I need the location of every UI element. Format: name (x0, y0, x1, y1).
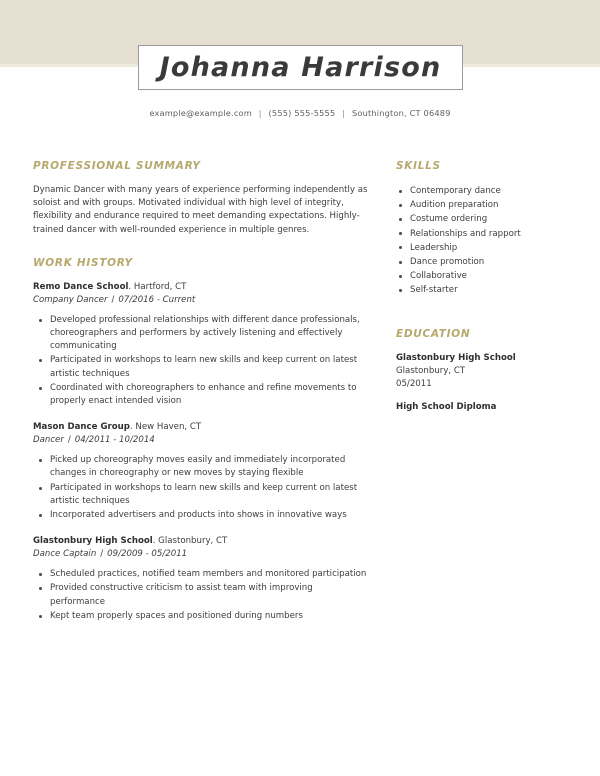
job-company-line (33, 535, 368, 547)
job-separator: / (67, 435, 71, 446)
job-company-period: . (152, 536, 159, 547)
professional-summary-text: Dynamic Dancer with many years of experience performing independently as soloist and with groups. Motivated individual with high level of integrity, flexibility and endurance required to meet demanding expectations. Highly-trained dancer with well-rounded experience in multiple genres. (33, 185, 368, 235)
skill-item: Audition preparation (396, 198, 571, 212)
section-heading-work-history: WORK HISTORY (33, 256, 133, 269)
skill-item: Collaborative (396, 269, 571, 283)
section-heading-education: EDUCATION (396, 327, 471, 340)
job-location: Hartford, CT (133, 281, 187, 292)
job-entry (33, 281, 368, 408)
job-entry (33, 535, 368, 623)
job-separator: / (111, 294, 115, 305)
job-title-line (33, 548, 368, 561)
job-company-period: . (129, 422, 136, 433)
skill-item: Relationships and rapport (396, 227, 571, 241)
job-company: Mason Dance Group (33, 422, 130, 433)
left-column (33, 160, 368, 636)
job-bullet-list (33, 454, 368, 522)
education-degree: High School Diploma (396, 401, 497, 412)
section-heading-skills: SKILLS (396, 160, 441, 172)
job-title-line (33, 434, 368, 447)
job-bullet: Picked up choreography moves easily and immediately incorporated changes in choreography or new moves by staying flexible (33, 454, 368, 480)
contact-separator-2: | (342, 108, 346, 118)
name-box (138, 45, 463, 90)
education-date: 05/2011 (396, 378, 432, 389)
contact-location: Southington, CT 06489 (351, 108, 451, 118)
job-dates: 07/2016 - Current (118, 294, 196, 305)
education-entry (396, 352, 571, 414)
job-location: New Haven, CT (135, 422, 202, 433)
skill-item: Costume ordering (396, 212, 571, 226)
job-location: Glastonbury, CT (158, 536, 228, 547)
contact-phone: (555) 555-5555 (268, 108, 336, 118)
job-entry (33, 421, 368, 522)
job-bullet-list (33, 314, 368, 408)
job-dates: 09/2009 - 05/2011 (107, 549, 188, 560)
job-title: Dancer (33, 435, 64, 446)
contact-separator-1: | (258, 108, 262, 118)
skills-list (396, 184, 571, 298)
job-bullet: Kept team properly spaces and positioned during numbers (33, 610, 368, 623)
skill-item: Contemporary dance (396, 184, 571, 198)
section-heading-professional-summary: PROFESSIONAL SUMMARY (33, 160, 201, 172)
job-company-period: . (128, 281, 134, 292)
skill-item: Dance promotion (396, 255, 571, 269)
education-school: Glastonbury High School (396, 352, 516, 363)
job-dates: 04/2011 - 10/2014 (74, 435, 155, 446)
right-column (396, 160, 571, 414)
skill-item: Leadership (396, 241, 571, 255)
page-title: Johanna Harrison (159, 52, 442, 83)
contact-email: example@example.com (149, 108, 252, 118)
job-bullet: Provided constructive criticism to assist team with improving performance (33, 582, 368, 608)
skill-item: Self-starter (396, 283, 571, 297)
job-company: Glastonbury High School (33, 536, 153, 547)
job-title: Company Dancer (33, 294, 108, 305)
job-bullet: Developed professional relationships with different dance professionals, choreographers and performers by actively listening and effectively communicating (33, 314, 368, 354)
education-location: Glastonbury, CT (396, 365, 466, 376)
job-separator: / (100, 549, 104, 560)
contact-line (0, 108, 600, 118)
job-bullet: Coordinated with choreographers to enhance and refine movements to properly enact intended vision (33, 382, 368, 408)
job-bullet: Scheduled practices, notified team members and monitored participation (33, 568, 368, 581)
job-bullet: Participated in workshops to learn new skills and keep current on latest artistic techniques (33, 354, 368, 380)
job-company-line (33, 281, 368, 293)
job-bullet: Incorporated advertisers and products into shows in innovative ways (33, 509, 368, 522)
job-bullet: Participated in workshops to learn new skills and keep current on latest artistic techniques (33, 482, 368, 508)
job-company-line (33, 421, 368, 433)
job-title: Dance Captain (33, 549, 97, 560)
job-title-line (33, 294, 368, 307)
job-bullet-list (33, 568, 368, 623)
job-company: Remo Dance School (33, 281, 129, 292)
